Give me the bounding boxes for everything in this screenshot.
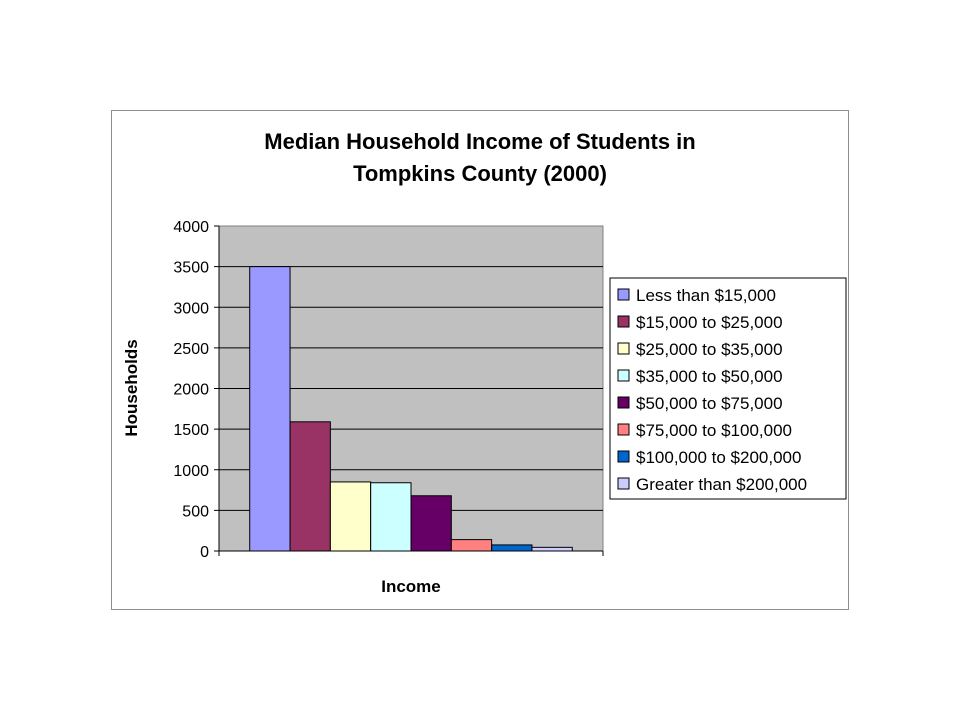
bar — [250, 267, 290, 551]
y-axis-title: Households — [122, 339, 141, 437]
legend-swatch — [618, 370, 629, 381]
legend-swatch — [618, 316, 629, 327]
legend-label: Less than $15,000 — [636, 286, 776, 305]
bar — [451, 540, 491, 551]
legend-swatch — [618, 289, 629, 300]
y-tick-label: 1000 — [173, 462, 209, 480]
y-tick-label: 1500 — [173, 422, 209, 440]
bar — [411, 496, 451, 551]
y-tick-label: 4000 — [173, 219, 209, 236]
y-tick-label: 2500 — [173, 340, 209, 358]
y-tick-label: 500 — [182, 503, 209, 521]
bar-chart — [112, 111, 848, 609]
legend-swatch — [618, 424, 629, 435]
chart-title-line-1: Median Household Income of Students in — [264, 129, 696, 154]
legend — [610, 278, 846, 499]
legend-label: $100,000 to $200,000 — [636, 448, 802, 467]
y-tick-label: 2000 — [173, 381, 209, 399]
legend-swatch — [618, 397, 629, 408]
y-tick-label: 0 — [200, 544, 209, 561]
y-tick-label: 3500 — [173, 259, 209, 277]
legend-label: $50,000 to $75,000 — [636, 394, 783, 413]
chart-title-line-2: Tompkins County (2000) — [353, 161, 607, 186]
legend-swatch — [618, 451, 629, 462]
chart-container — [111, 110, 849, 610]
legend-label: $25,000 to $35,000 — [636, 340, 783, 359]
legend-swatch — [618, 478, 629, 489]
bar — [290, 422, 330, 551]
bar — [532, 547, 572, 551]
legend-label: Greater than $200,000 — [636, 475, 808, 494]
bar — [492, 545, 532, 551]
bar — [371, 483, 411, 551]
legend-label: $75,000 to $100,000 — [636, 421, 792, 440]
y-tick-label: 3000 — [173, 300, 209, 318]
bar — [330, 482, 370, 551]
x-axis-title: Income — [381, 577, 441, 596]
legend-label: $15,000 to $25,000 — [636, 313, 783, 332]
legend-swatch — [618, 343, 629, 354]
legend-label: $35,000 to $50,000 — [636, 367, 783, 386]
